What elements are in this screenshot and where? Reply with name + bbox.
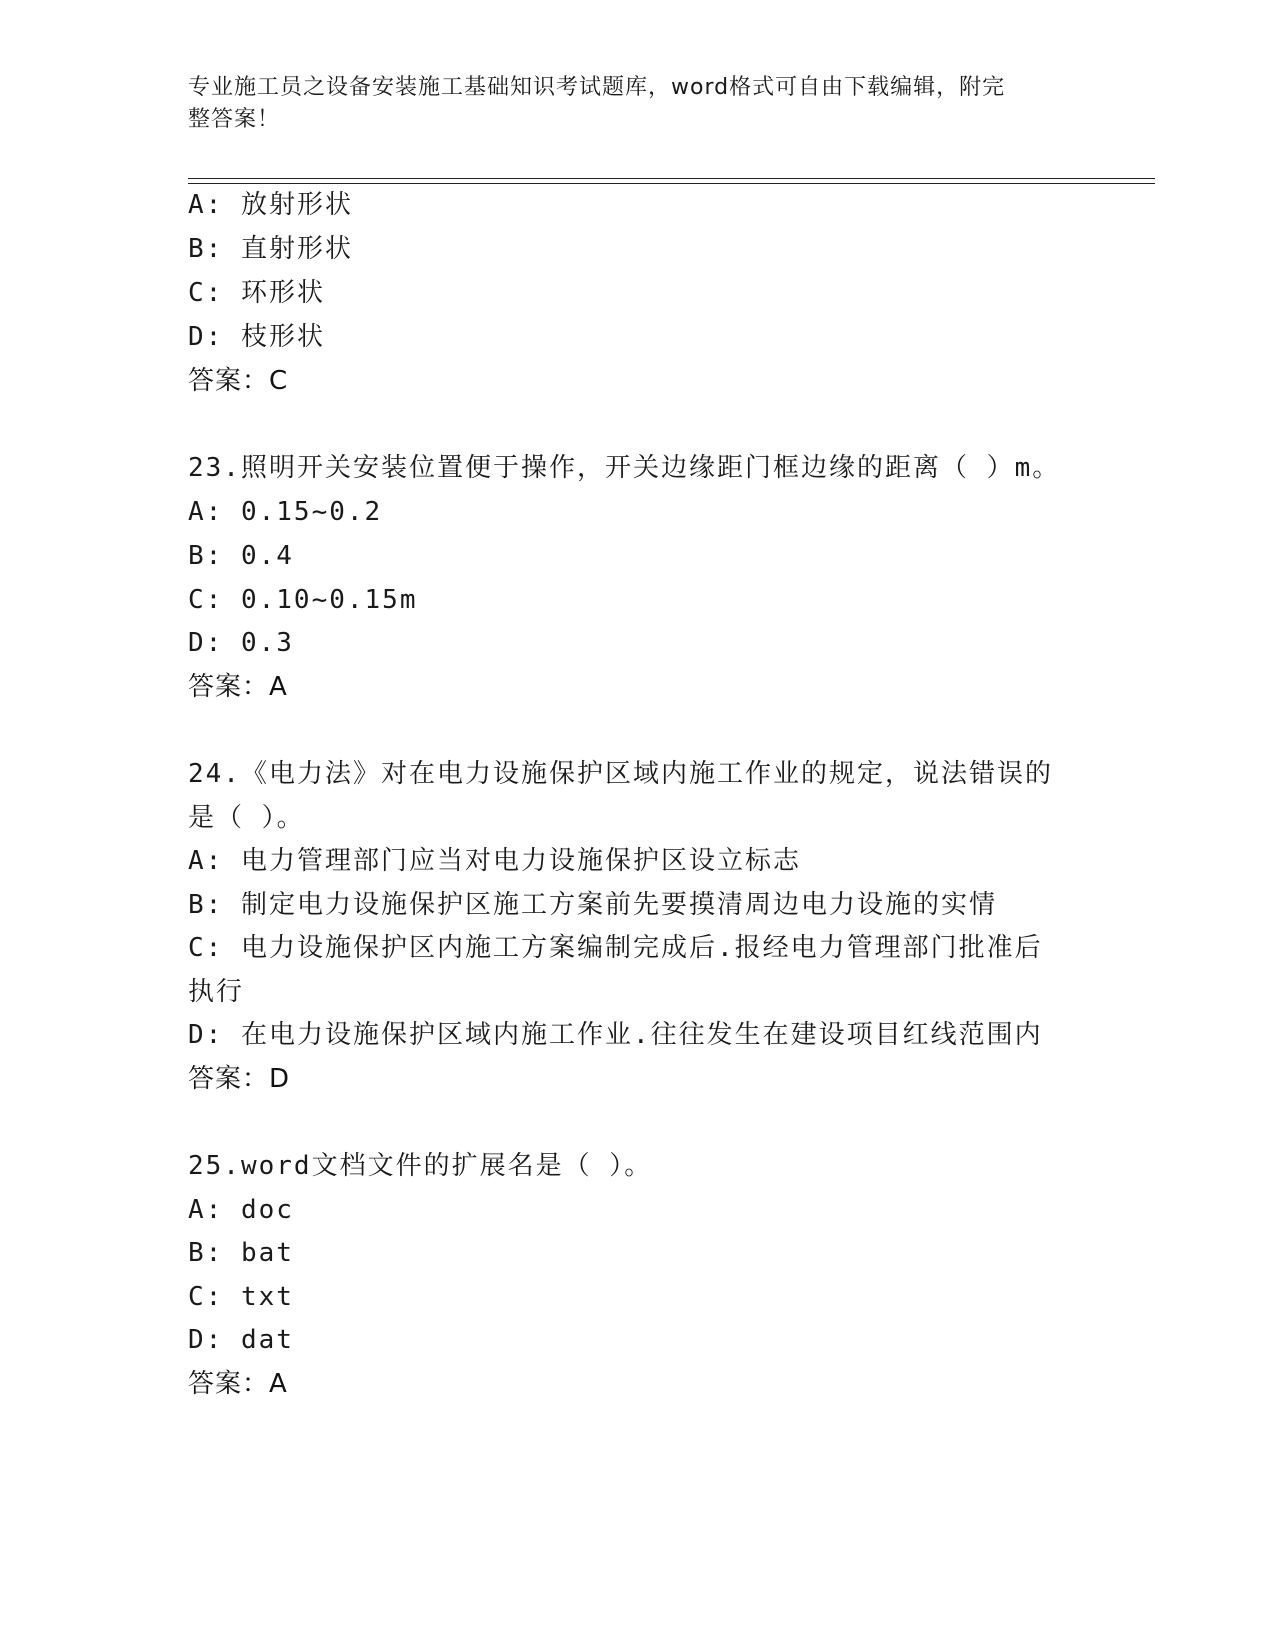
q25-option-d: D: dat <box>188 1325 294 1355</box>
q22-option-d: D: 枝形状 <box>188 322 325 352</box>
q25-option-c: C: txt <box>188 1282 294 1312</box>
q24-option-c-continued: 执行 <box>188 977 245 1007</box>
q22-option-c: C: 环形状 <box>188 278 325 308</box>
q24-option-b: B: 制定电力设施保护区施工方案前先要摸清周边电力设施的实情 <box>188 890 997 920</box>
document-header <box>188 72 1068 136</box>
q25-option-a: A: doc <box>188 1195 294 1225</box>
q25-answer: 答案：A <box>188 1369 288 1399</box>
q24-question-line-2: 是（ ）。 <box>188 803 305 833</box>
q22-option-a: A: 放射形状 <box>188 190 353 220</box>
q23-option-b: B: 0.4 <box>188 541 294 571</box>
header-divider-top <box>188 178 1155 179</box>
q24-question-line-1: 24.《电力法》对在电力设施保护区域内施工作业的规定，说法错误的 <box>188 759 1053 789</box>
q22-option-b: B: 直射形状 <box>188 234 353 264</box>
q24-answer: 答案：D <box>188 1064 291 1094</box>
header-divider-bottom <box>188 183 1155 184</box>
q25-option-b: B: bat <box>188 1238 294 1268</box>
header-line-2: 整答案！ <box>188 107 281 132</box>
q24-option-a: A: 电力管理部门应当对电力设施保护区设立标志 <box>188 846 801 876</box>
header-line-1: 专业施工员之设备安装施工基础知识考试题库，word格式可自由下载编辑，附完 <box>188 75 1006 100</box>
q23-answer: 答案：A <box>188 672 288 702</box>
q23-option-a: A: 0.15~0.2 <box>188 497 383 527</box>
q25-question: 25.word文档文件的扩展名是（ ）。 <box>188 1151 653 1181</box>
q23-question: 23.照明开关安装位置便于操作，开关边缘距门框边缘的距离（ ）m。 <box>188 453 1061 483</box>
q22-answer: 答案：C <box>188 366 289 396</box>
q23-option-d: D: 0.3 <box>188 628 294 658</box>
q23-option-c: C: 0.10~0.15m <box>188 585 418 615</box>
q24-option-c: C: 电力设施保护区内施工方案编制完成后.报经电力管理部门批准后 <box>188 933 1043 963</box>
q24-option-d: D: 在电力设施保护区域内施工作业.往往发生在建设项目红线范围内 <box>188 1020 1043 1050</box>
